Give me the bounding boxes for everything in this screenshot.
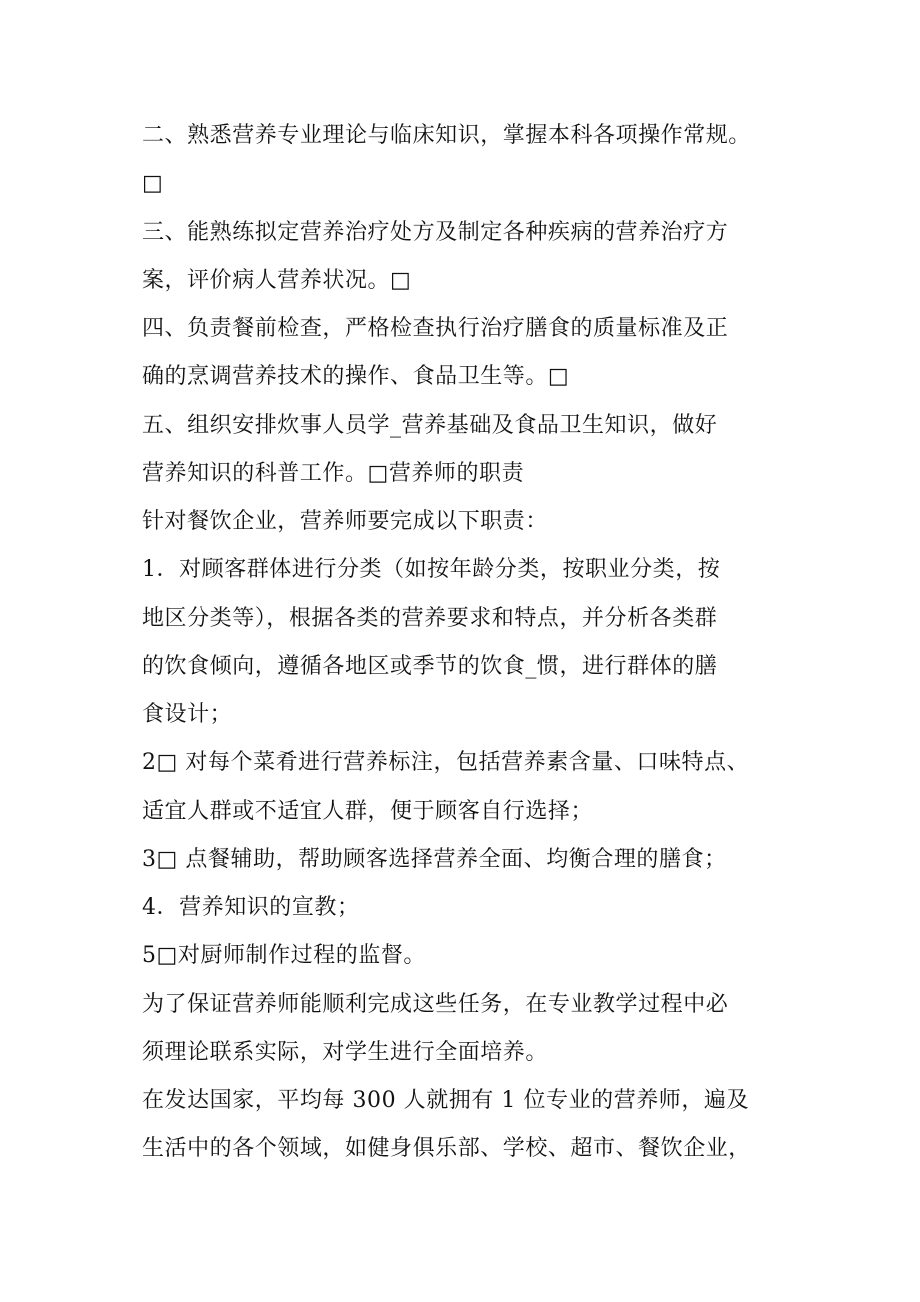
text-line: 三、能熟练拟定营养治疗处方及制定各种疾病的营养治疗方 [142, 219, 729, 245]
text-line: 二、熟悉营养专业理论与临床知识，掌握本科各项操作常规。 [142, 123, 751, 148]
text-line: 确的烹调营养技术的操作、食品卫生等。□ [142, 364, 570, 390]
text-line: 案，评价病人营养状况。□ [142, 267, 412, 293]
text-line: 3□ 点餐辅助，帮助顾客选择营养全面、均衡合理的膳食； [142, 846, 727, 872]
text-line: 1．对顾客群体进行分类（如按年龄分类，按职业分类，按 [142, 557, 721, 583]
text-line: 食设计； [142, 702, 233, 727]
text-line: 须理论联系实际，对学生进行全面培养。 [142, 1039, 548, 1065]
text-line: 在发达国家，平均每 300 人就拥有 1 位专业的营养师，遍及 [142, 1088, 750, 1113]
text-line: 适宜人群或不适宜人群，便于顾客自行选择； [142, 798, 594, 824]
text-line: 四、负责餐前检查，严格检查执行治疗膳食的质量标准及正 [142, 316, 729, 341]
text-line: 生活中的各个领域，如健身俱乐部、学校、超市、餐饮企业， [142, 1136, 751, 1162]
text-line: □ [142, 171, 164, 197]
text-line: 4．营养知识的宣教； [142, 895, 360, 920]
text-line: 地区分类等），根据各类的营养要求和特点，并分析各类群 [142, 605, 718, 631]
text-line: 针对餐饮企业，营养师要完成以下职责： [142, 509, 548, 534]
text-line: 五、组织安排炊事人员学_营养基础及食品卫生知识，做好 [142, 412, 718, 438]
document-body [142, 112, 792, 1174]
text-line: 2□ 对每个菜肴进行营养标注，包括营养素含量、口味特点、 [142, 750, 750, 776]
text-line: 为了保证营养师能顺利完成这些任务，在专业教学过程中必 [142, 991, 729, 1017]
text-line: 营养知识的科普工作。□营养师的职责 [142, 460, 525, 486]
text-line: 5□对厨师制作过程的监督。 [142, 943, 426, 969]
text-line: 的饮食倾向，遵循各地区或季节的饮食_惯，进行群体的膳 [142, 653, 718, 679]
